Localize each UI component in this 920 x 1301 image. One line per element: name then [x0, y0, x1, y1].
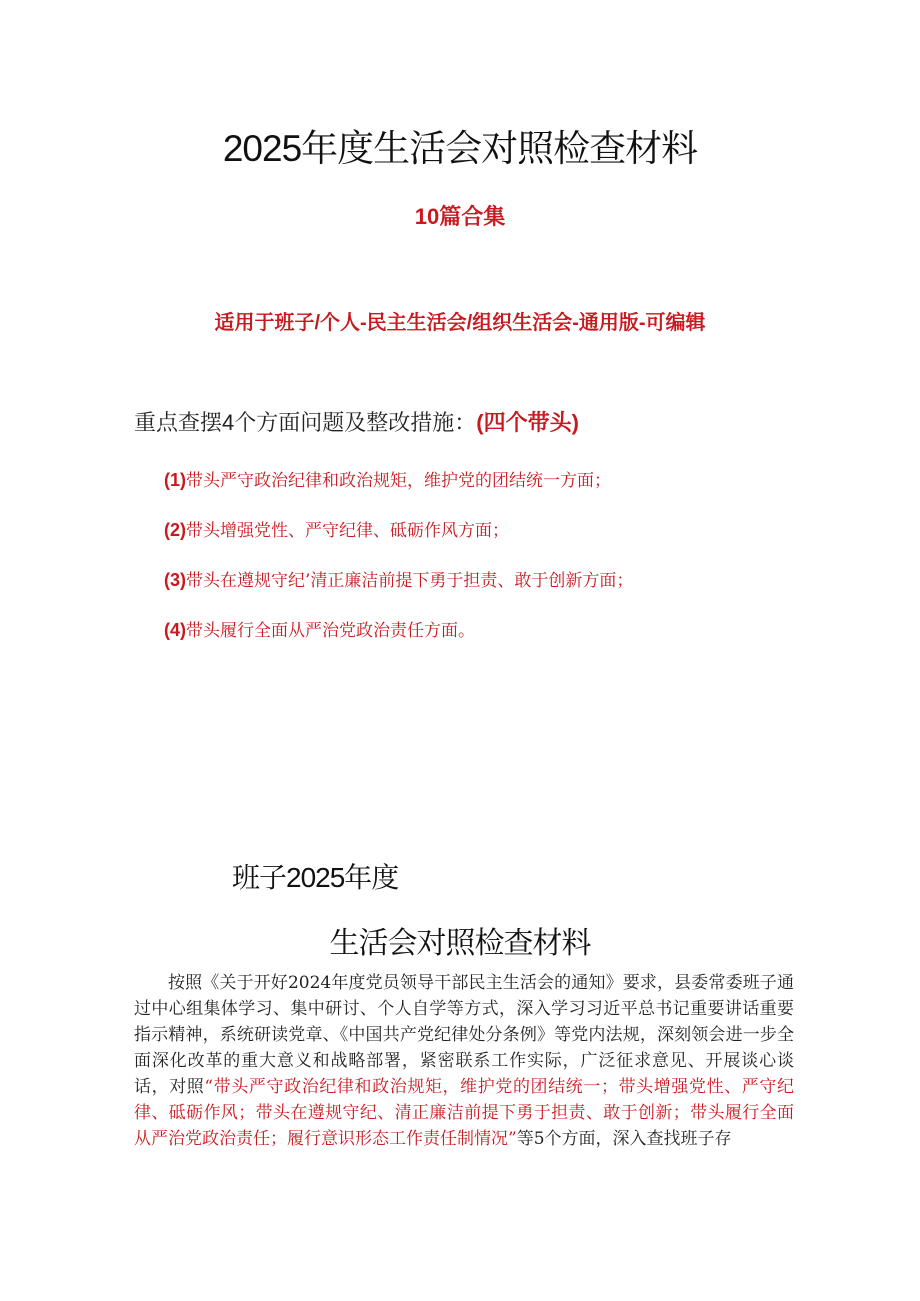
focus-item-number: (3) — [164, 570, 186, 590]
focus-item-text: 带头严守政治纪律和政治规矩，维护党的团结统一方面； — [186, 471, 611, 491]
body-text-part2: 等5个方面，深入查找班子存 — [516, 1129, 732, 1149]
document-scope-line: 适用于班子/个人-民主生活会/组织生活会-通用版-可编辑 — [214, 312, 706, 334]
focus-item-1 — [164, 466, 611, 491]
focus-item-text: 带头在遵规守纪’清正廉洁前提下勇于担责、敢于创新方面； — [186, 571, 634, 591]
focus-item-4 — [164, 616, 475, 641]
focus-heading-tag: (四个带头) — [476, 410, 579, 435]
focus-heading-label: 重点查摆4个方面问题及整改措施： — [134, 410, 477, 435]
document-title: 2025年度生活会对照检查材料 — [222, 128, 698, 169]
focus-item-number: (4) — [164, 620, 186, 640]
focus-item-3 — [164, 566, 633, 591]
document-subtitle: 10篇合集 — [414, 204, 506, 229]
body-text-highlight: “带头严守政治纪律和政治规矩，维护党的团结统一；带头增强党性、严守纪律、砥砺作风；带头在遵规守纪、清正廉洁前提下勇于担责、敢于创新；带头履行全面从严治党政治责任；履行意识形态工作责任制情况” — [134, 1077, 794, 1149]
body-text-part1: 按照《关于开好2024年度党员领导干部民主生活会的通知》要求，县委常委班子通过中心组集体学习、集中研讨、个人自学等方式，深入学习习近平总书记重要讲话重要指示精神，系统研读党章、《中国共产党纪律处分条例》等党内法规，深刻领会进一步全面深化改革的重大意义和战略部署，紧密联系工作实际，广泛征求意见、开展谈心谈话，对照 — [134, 973, 794, 1097]
focus-item-text: 带头履行全面从严治党政治责任方面。 — [186, 621, 475, 641]
focus-item-number: (2) — [164, 520, 186, 540]
section-title-line1: 班子2025年度 — [232, 862, 399, 893]
focus-item-text: 带头增强党性、严守纪律、砥砺作风方面； — [186, 521, 509, 541]
section-body-paragraph — [134, 970, 794, 1152]
section-title-line2: 生活会对照检查材料 — [329, 927, 591, 960]
focus-heading — [134, 406, 579, 437]
focus-item-number: (1) — [164, 470, 186, 490]
focus-item-2 — [164, 516, 509, 541]
